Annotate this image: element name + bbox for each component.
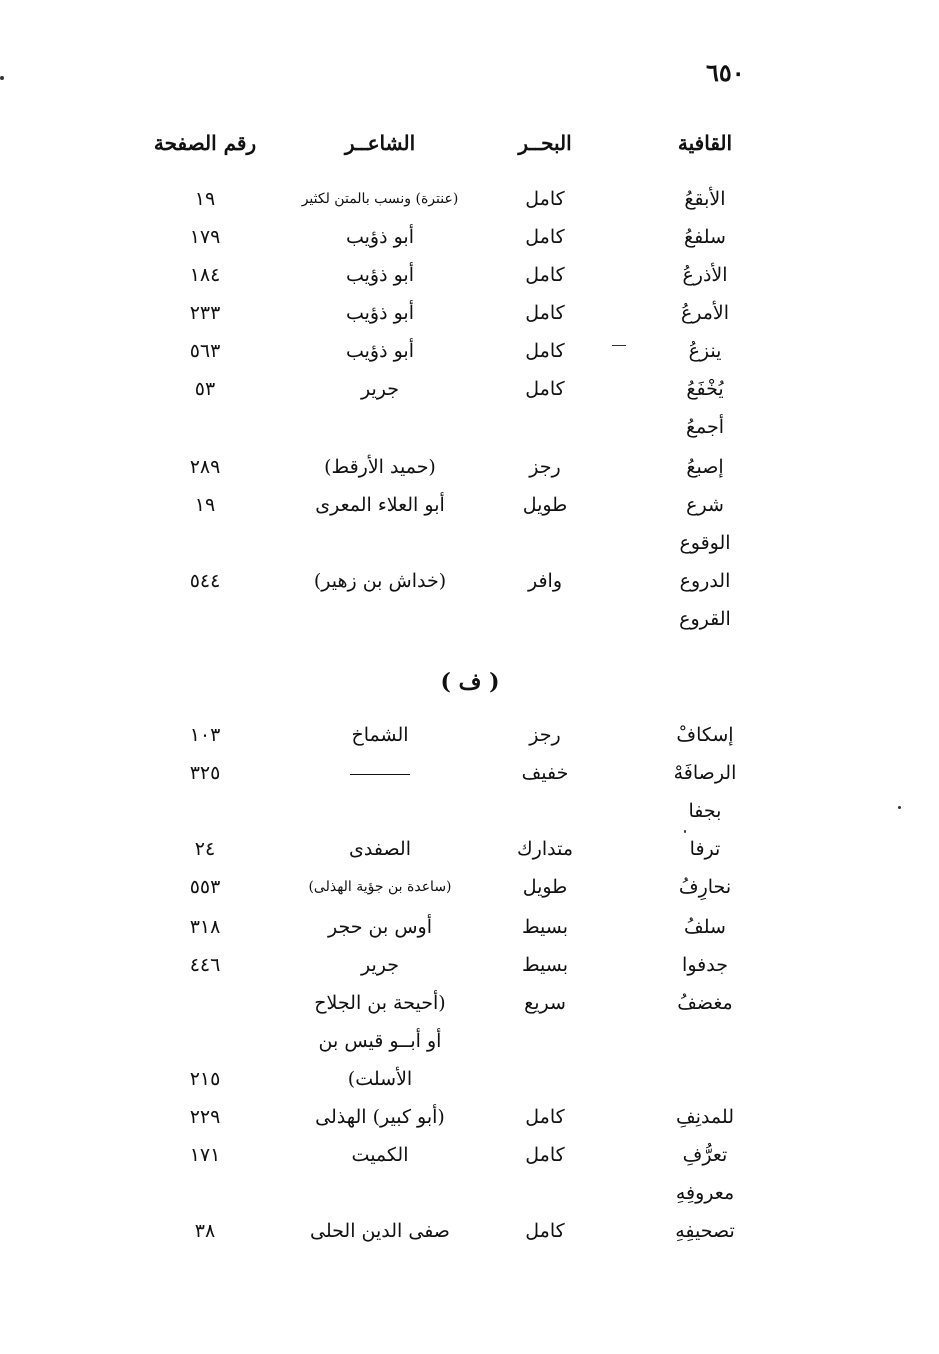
header-rhyme: القافية <box>677 131 733 155</box>
page-cell: ١٨٤ <box>189 264 221 286</box>
rhyme-cell: سلفعُ <box>684 226 726 248</box>
rhyme-cell: الأذرعُ <box>682 264 728 286</box>
meter-cell: كامل <box>525 1144 565 1166</box>
meter-cell <box>490 524 600 562</box>
poet-cell: أبو ذؤيب <box>345 226 414 248</box>
poet-cell: (عنترة) ونسب بالمتن لكثير <box>301 191 459 207</box>
poet-cell <box>270 408 490 446</box>
poet-cell: الكميت <box>351 1144 409 1166</box>
meter-cell: بسيط <box>521 954 568 976</box>
page-cell: ٥٣ <box>194 378 216 400</box>
page-cell <box>140 1174 270 1212</box>
rhyme-cell: معروفِهِ <box>675 1182 735 1204</box>
poet-cell <box>270 1174 490 1212</box>
table-row <box>0 868 939 906</box>
poet-cell: الشماخ <box>351 724 409 746</box>
scan-speck <box>898 806 901 809</box>
meter-cell: كامل <box>525 264 565 286</box>
rhyme-cell: الوقوع <box>679 532 731 554</box>
meter-cell: كامل <box>525 340 565 362</box>
table-row <box>0 830 939 868</box>
meter-cell: كامل <box>525 378 565 400</box>
page-cell: ٢٢٩ <box>189 1106 221 1128</box>
page-cell: ٢١٥ <box>189 1068 221 1090</box>
rhyme-cell: يُخْفَعُ <box>686 378 724 400</box>
page-cell: ٣٨ <box>194 1220 216 1242</box>
table-row <box>0 984 939 1022</box>
rhyme-cell <box>640 1060 770 1098</box>
header-page: رقم الصفحة <box>153 131 257 155</box>
meter-cell <box>490 792 600 830</box>
table-row <box>0 408 939 446</box>
table-row <box>0 1212 939 1250</box>
table-row <box>0 524 939 562</box>
rhyme-cell: الدروع <box>679 570 731 592</box>
page-cell: ٢٤ <box>194 838 216 860</box>
table-row <box>0 600 939 638</box>
poet-cell: صفى الدين الحلى <box>310 1220 450 1242</box>
page-cell: ٥٦٣ <box>189 340 221 362</box>
meter-cell: سريع <box>524 992 566 1014</box>
poet-cell: أو أبــو قيس بن <box>318 1030 442 1052</box>
page-cell <box>140 408 270 446</box>
page-number: ٦٥٠ <box>706 58 745 87</box>
page-cell: ٣١٨ <box>189 916 221 938</box>
page-cell: ٤٤٦ <box>189 954 221 976</box>
meter-cell <box>490 1060 600 1098</box>
scan-speck <box>612 345 626 346</box>
page-cell: ٥٤٤ <box>189 570 221 592</box>
meter-cell: كامل <box>525 1106 565 1128</box>
rhyme-cell: ترفا <box>689 838 721 860</box>
page-cell: ٢٣٣ <box>189 302 221 324</box>
meter-cell: وافر <box>527 570 563 592</box>
page-cell <box>140 1022 270 1060</box>
page-cell <box>140 792 270 830</box>
meter-cell: كامل <box>525 302 565 324</box>
poet-cell <box>270 600 490 638</box>
table-row <box>0 754 939 792</box>
table-row <box>0 946 939 984</box>
header-poet: الشاعــر <box>344 131 416 155</box>
poet-cell: جرير <box>361 378 399 400</box>
meter-cell <box>490 1174 600 1212</box>
table-row <box>0 448 939 486</box>
table-row <box>0 1060 939 1098</box>
table-row <box>0 716 939 754</box>
poet-cell: أوس بن حجر <box>328 916 432 938</box>
page-cell: ٥٥٣ <box>189 876 221 898</box>
poet-cell: (خداش بن زهير) <box>313 570 447 592</box>
poet-cell: أبو العلاء المعرى <box>315 494 445 516</box>
page-cell <box>140 984 270 1022</box>
meter-cell <box>490 600 600 638</box>
poet-cell <box>270 792 490 830</box>
section-title: ( ف ) <box>440 669 500 695</box>
rhyme-cell: تصحيفِهِ <box>675 1220 735 1242</box>
meter-cell: بسيط <box>521 916 568 938</box>
header-meter: البحــر <box>518 131 572 155</box>
poet-cell: جرير <box>361 954 399 976</box>
poet-cell <box>270 524 490 562</box>
meter-cell: خفيف <box>521 762 569 784</box>
meter-cell: كامل <box>525 188 565 210</box>
poet-dash <box>270 754 490 792</box>
meter-cell <box>490 408 600 446</box>
rhyme-cell: مغضفُ <box>677 992 733 1014</box>
table-row <box>0 1174 939 1212</box>
poet-cell: أبو ذؤيب <box>345 340 414 362</box>
table-row <box>0 256 939 294</box>
poet-cell: (أحيحة بن الجلاح <box>314 992 446 1014</box>
page-cell: ١٠٣ <box>189 724 221 746</box>
page-cell: ١٧٩ <box>189 226 221 248</box>
table-row <box>0 1098 939 1136</box>
rhyme-cell: بجفا <box>688 800 722 822</box>
table-row <box>0 1022 939 1060</box>
scan-speck <box>684 830 686 833</box>
rhyme-cell: إسكافْ <box>676 724 734 746</box>
table-row <box>0 486 939 524</box>
rhyme-cell: الأمرعُ <box>680 302 730 324</box>
poet-cell: (أبو كبير) الهذلى <box>315 1106 445 1128</box>
poet-cell: (ساعدة بن جؤية الهذلى) <box>308 879 452 895</box>
meter-cell: كامل <box>525 1220 565 1242</box>
rhyme-cell: جدفوا <box>682 954 728 976</box>
meter-cell: طويل <box>522 876 568 898</box>
page-cell: ٢٨٩ <box>189 456 221 478</box>
table-row <box>0 370 939 408</box>
poet-cell: أبو ذؤيب <box>345 302 414 324</box>
table-row <box>0 294 939 332</box>
page-cell <box>140 524 270 562</box>
table-row <box>0 332 939 370</box>
page-cell: ١٩ <box>194 494 216 516</box>
table-row <box>0 218 939 256</box>
rhyme-cell: أجمعُ <box>685 416 725 438</box>
table-row <box>0 180 939 218</box>
page-cell: ١٩ <box>194 188 216 210</box>
poet-cell: أبو ذؤيب <box>345 264 414 286</box>
rhyme-cell: ينزعُ <box>688 340 722 362</box>
poet-cell: الصفدى <box>348 838 411 860</box>
rhyme-cell: سلفُ <box>684 916 726 938</box>
table-row <box>0 792 939 830</box>
rhyme-cell: نحارِفُ <box>678 876 732 898</box>
table-row <box>0 1136 939 1174</box>
rhyme-cell: إصبعُ <box>686 456 724 478</box>
meter-cell: رجز <box>529 724 561 746</box>
rhyme-cell: للمدنِفِ <box>676 1106 734 1128</box>
meter-cell <box>490 1022 600 1060</box>
table-row <box>0 908 939 946</box>
meter-cell: طويل <box>522 494 568 516</box>
rhyme-cell: الرصافَهْ <box>673 762 737 784</box>
meter-cell: متدارك <box>517 838 573 860</box>
page-cell <box>140 600 270 638</box>
scan-speck <box>0 76 4 80</box>
page-cell: ٣٢٥ <box>189 762 221 784</box>
rhyme-cell <box>640 1022 770 1060</box>
rhyme-cell: القروع <box>679 608 731 630</box>
table-row <box>0 562 939 600</box>
table-header <box>0 124 939 162</box>
dash-line <box>350 774 410 775</box>
poet-cell: الأسلت) <box>347 1068 413 1090</box>
rhyme-cell: شرع <box>686 494 724 516</box>
rhyme-cell: الأبقعُ <box>684 188 726 210</box>
meter-cell: رجز <box>529 456 561 478</box>
rhyme-cell: تعرُّفِ <box>682 1144 728 1166</box>
page-cell: ١٧١ <box>189 1144 221 1166</box>
poet-cell: (حميد الأرقط) <box>324 456 436 478</box>
meter-cell: كامل <box>525 226 565 248</box>
